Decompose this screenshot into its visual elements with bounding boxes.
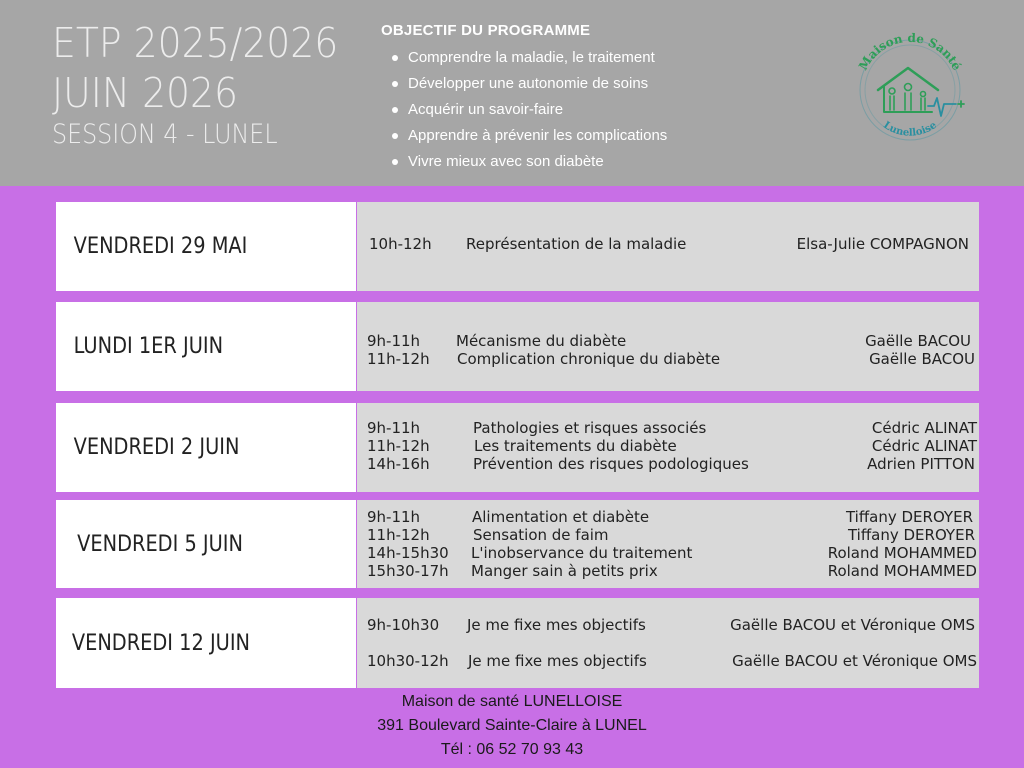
slot-time: 9h-11h — [367, 508, 421, 526]
slot-topic: Complication chronique du diabète — [457, 350, 721, 368]
objective-item: Acquérir un savoir-faire — [381, 97, 667, 123]
slot-speaker: Roland MOHAMMED — [827, 544, 977, 562]
session-schedule — [357, 403, 979, 492]
objective-item: Comprendre la maladie, le traitement — [381, 45, 667, 71]
maison-de-sante-logo — [848, 28, 972, 144]
objective-item: Développer une autonomie de soins — [381, 71, 667, 97]
objective-item: Vivre mieux avec son diabète — [381, 149, 667, 175]
slot-time: 9h-11h — [367, 419, 421, 437]
slot-time: 15h30-17h — [367, 562, 449, 580]
slot-topic: Les traitements du diabète — [474, 437, 677, 455]
session-day: VENDREDI 2 JUIN — [73, 435, 240, 460]
header-banner — [0, 0, 1024, 186]
slot-time: 10h-12h — [369, 235, 432, 253]
slot-speaker: Gaëlle BACOU et Véronique OMS — [730, 616, 975, 634]
session-day-cell — [56, 403, 356, 492]
slot-speaker: Cédric ALINAT — [871, 419, 977, 437]
session-schedule — [357, 598, 979, 688]
session-day-cell — [56, 202, 356, 291]
slot-speaker: Gaëlle BACOU — [869, 350, 975, 368]
objective-item: Apprendre à prévenir les complications — [381, 123, 667, 149]
slot-topic: Alimentation et diabète — [472, 508, 650, 526]
slot-time: 11h-12h — [367, 437, 430, 455]
slot-time: 11h-12h — [367, 350, 430, 368]
slot-time: 9h-11h — [367, 332, 421, 350]
slot-topic: Mécanisme du diabète — [456, 332, 627, 350]
session-schedule — [357, 302, 979, 391]
slot-speaker: Tiffany DEROYER — [847, 526, 975, 544]
slot-time: 14h-15h30 — [367, 544, 449, 562]
session-day: LUNDI 1ER JUIN — [73, 334, 224, 359]
slot-topic: Pathologies et risques associés — [473, 419, 707, 437]
slot-topic: Sensation de faim — [473, 526, 609, 544]
session-row — [56, 202, 979, 291]
footer-address: 391 Boulevard Sainte-Claire à LUNEL — [377, 717, 647, 734]
slot-topic: Manger sain à petits prix — [471, 562, 658, 580]
schedule-line — [367, 562, 977, 580]
slot-topic: Prévention des risques podologiques — [473, 455, 749, 473]
schedule-line — [367, 526, 977, 544]
footer-phone: Tél : 06 52 70 93 43 — [440, 741, 584, 758]
slot-time: 9h-10h30 — [367, 616, 440, 634]
slot-speaker: Adrien PITTON — [867, 455, 975, 473]
title-line-1: ETP 2025/2026 — [52, 19, 339, 67]
slot-topic: Représentation de la maladie — [466, 235, 687, 253]
schedule-line — [367, 419, 977, 437]
session-day-cell — [56, 302, 356, 391]
session-row — [56, 500, 979, 588]
title-line-2: JUIN 2026 — [52, 69, 239, 117]
logo-top-text: Maison de Santé — [856, 30, 965, 73]
footer-name: Maison de santé LUNELLOISE — [401, 693, 623, 710]
slot-speaker: Tiffany DEROYER — [845, 508, 973, 526]
slot-speaker: Elsa-Julie COMPAGNON — [796, 235, 969, 253]
schedule-line — [367, 235, 977, 253]
session-row — [56, 403, 979, 492]
schedule-line — [367, 508, 977, 526]
session-day-cell — [56, 500, 356, 588]
slot-speaker: Gaëlle BACOU et Véronique OMS — [732, 652, 977, 670]
schedule-line — [367, 332, 977, 350]
slot-time: 14h-16h — [367, 455, 430, 473]
logo-bottom-text: Lunelloise — [881, 119, 939, 139]
session-day: VENDREDI 29 MAI — [73, 234, 248, 259]
slot-speaker: Gaëlle BACOU — [865, 332, 971, 350]
slot-speaker: Roland MOHAMMED — [827, 562, 977, 580]
schedule-line — [367, 616, 977, 634]
session-schedule — [357, 202, 979, 291]
schedule-line — [367, 652, 977, 670]
title-line-3: SESSION 4 - LUNEL — [52, 119, 278, 150]
session-day: VENDREDI 12 JUIN — [71, 630, 251, 656]
slot-speaker: Cédric ALINAT — [871, 437, 977, 455]
schedule-line — [367, 350, 977, 368]
footer-contact — [0, 690, 1024, 762]
program-title — [52, 18, 363, 150]
session-schedule — [357, 500, 979, 588]
slot-topic: Je me fixe mes objectifs — [467, 616, 646, 634]
session-row — [56, 302, 979, 391]
slot-topic: L'inobservance du traitement — [471, 544, 693, 562]
session-row — [56, 598, 979, 688]
schedule-line — [367, 544, 977, 562]
objectives-list — [381, 45, 667, 175]
session-day: VENDREDI 5 JUIN — [77, 531, 243, 557]
slot-time: 10h30-12h — [367, 652, 449, 670]
objectives-title: OBJECTIF DU PROGRAMME — [381, 22, 591, 39]
slot-time: 11h-12h — [367, 526, 430, 544]
schedule-line — [367, 455, 977, 473]
slot-topic: Je me fixe mes objectifs — [468, 652, 647, 670]
schedule-line — [367, 437, 977, 455]
session-day-cell — [56, 598, 356, 688]
objectives-block — [381, 22, 667, 175]
